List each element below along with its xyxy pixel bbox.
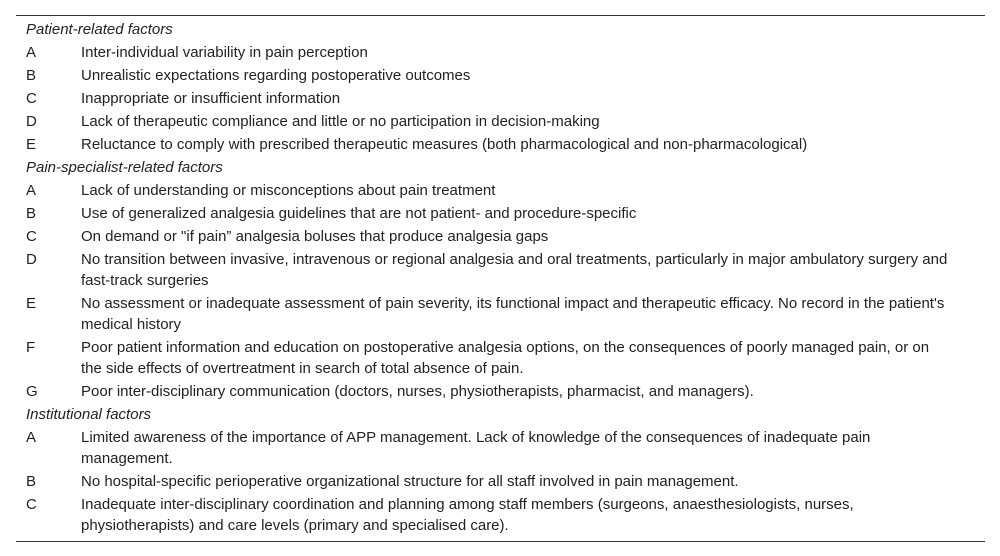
row-text: Poor inter-disciplinary communication (doctors, nurses, physiotherapists, pharmacist, and managers). (81, 383, 754, 400)
section-heading: Pain-specialist-related factors (26, 159, 223, 176)
row-letter: C (26, 90, 37, 107)
row-letter: C (26, 228, 37, 245)
row-text: Poor patient information and education on postoperative analgesia options, on the consequences of poorly managed pain, or on the side effects of overtreatment in search of total absence of pain. (81, 339, 930, 377)
table-row (16, 179, 985, 202)
row-letter: E (26, 136, 37, 153)
row-letter: D (26, 113, 37, 130)
row-text: Use of generalized analgesia guidelines that are not patient- and procedure-specific (81, 205, 637, 222)
row-letter: A (26, 429, 37, 446)
table-row (16, 248, 985, 292)
section-heading: Institutional factors (26, 406, 152, 423)
row-letter: B (26, 473, 37, 490)
row-text: Inappropriate or insufficient information (81, 90, 341, 107)
row-letter: C (26, 496, 37, 513)
row-letter: G (26, 383, 38, 400)
row-text: No assessment or inadequate assessment of pain severity, its functional impact and therapeutic efficacy. No record in the patient's medical history (81, 295, 945, 333)
row-text: Unrealistic expectations regarding postoperative outcomes (81, 67, 471, 84)
row-text: Inter-individual variability in pain perception (81, 44, 368, 61)
section-heading: Patient-related factors (26, 21, 173, 38)
row-letter: F (26, 339, 36, 356)
table-row (16, 336, 985, 380)
row-letter: B (26, 67, 37, 84)
table-row (16, 110, 985, 133)
table-row (16, 380, 985, 403)
factors-table (16, 15, 985, 542)
row-letter: A (26, 182, 37, 199)
table-row (16, 87, 985, 110)
row-text: Lack of understanding or misconceptions about pain treatment (81, 182, 496, 199)
table-row (16, 41, 985, 64)
row-text: Reluctance to comply with prescribed therapeutic measures (both pharmacological and non-pharmacological) (81, 136, 808, 153)
table-row (16, 202, 985, 225)
table-row (16, 292, 985, 336)
row-text: No hospital-specific perioperative organizational structure for all staff involved in pain management. (81, 473, 739, 490)
table-row (16, 133, 985, 156)
table-row (16, 64, 985, 87)
table-row (16, 493, 985, 537)
row-text: No transition between invasive, intravenous or regional analgesia and oral treatments, particularly in major ambulatory surgery and fast-track surgeries (81, 251, 948, 289)
row-text: Limited awareness of the importance of APP management. Lack of knowledge of the consequences of inadequate pain management. (81, 429, 871, 467)
table-row (16, 470, 985, 493)
row-letter: A (26, 44, 37, 61)
table-row (16, 225, 985, 248)
row-text: Lack of therapeutic compliance and little or no participation in decision-making (81, 113, 600, 130)
row-letter: E (26, 295, 37, 312)
row-text: On demand or "if pain” analgesia boluses that produce analgesia gaps (81, 228, 549, 245)
row-letter: B (26, 205, 37, 222)
table-row (16, 426, 985, 470)
row-text: Inadequate inter-disciplinary coordination and planning among staff members (surgeons, anaesthesiologists, nurses, physiotherapists) and care levels (primary and specialised care). (81, 496, 854, 534)
row-letter: D (26, 251, 37, 268)
